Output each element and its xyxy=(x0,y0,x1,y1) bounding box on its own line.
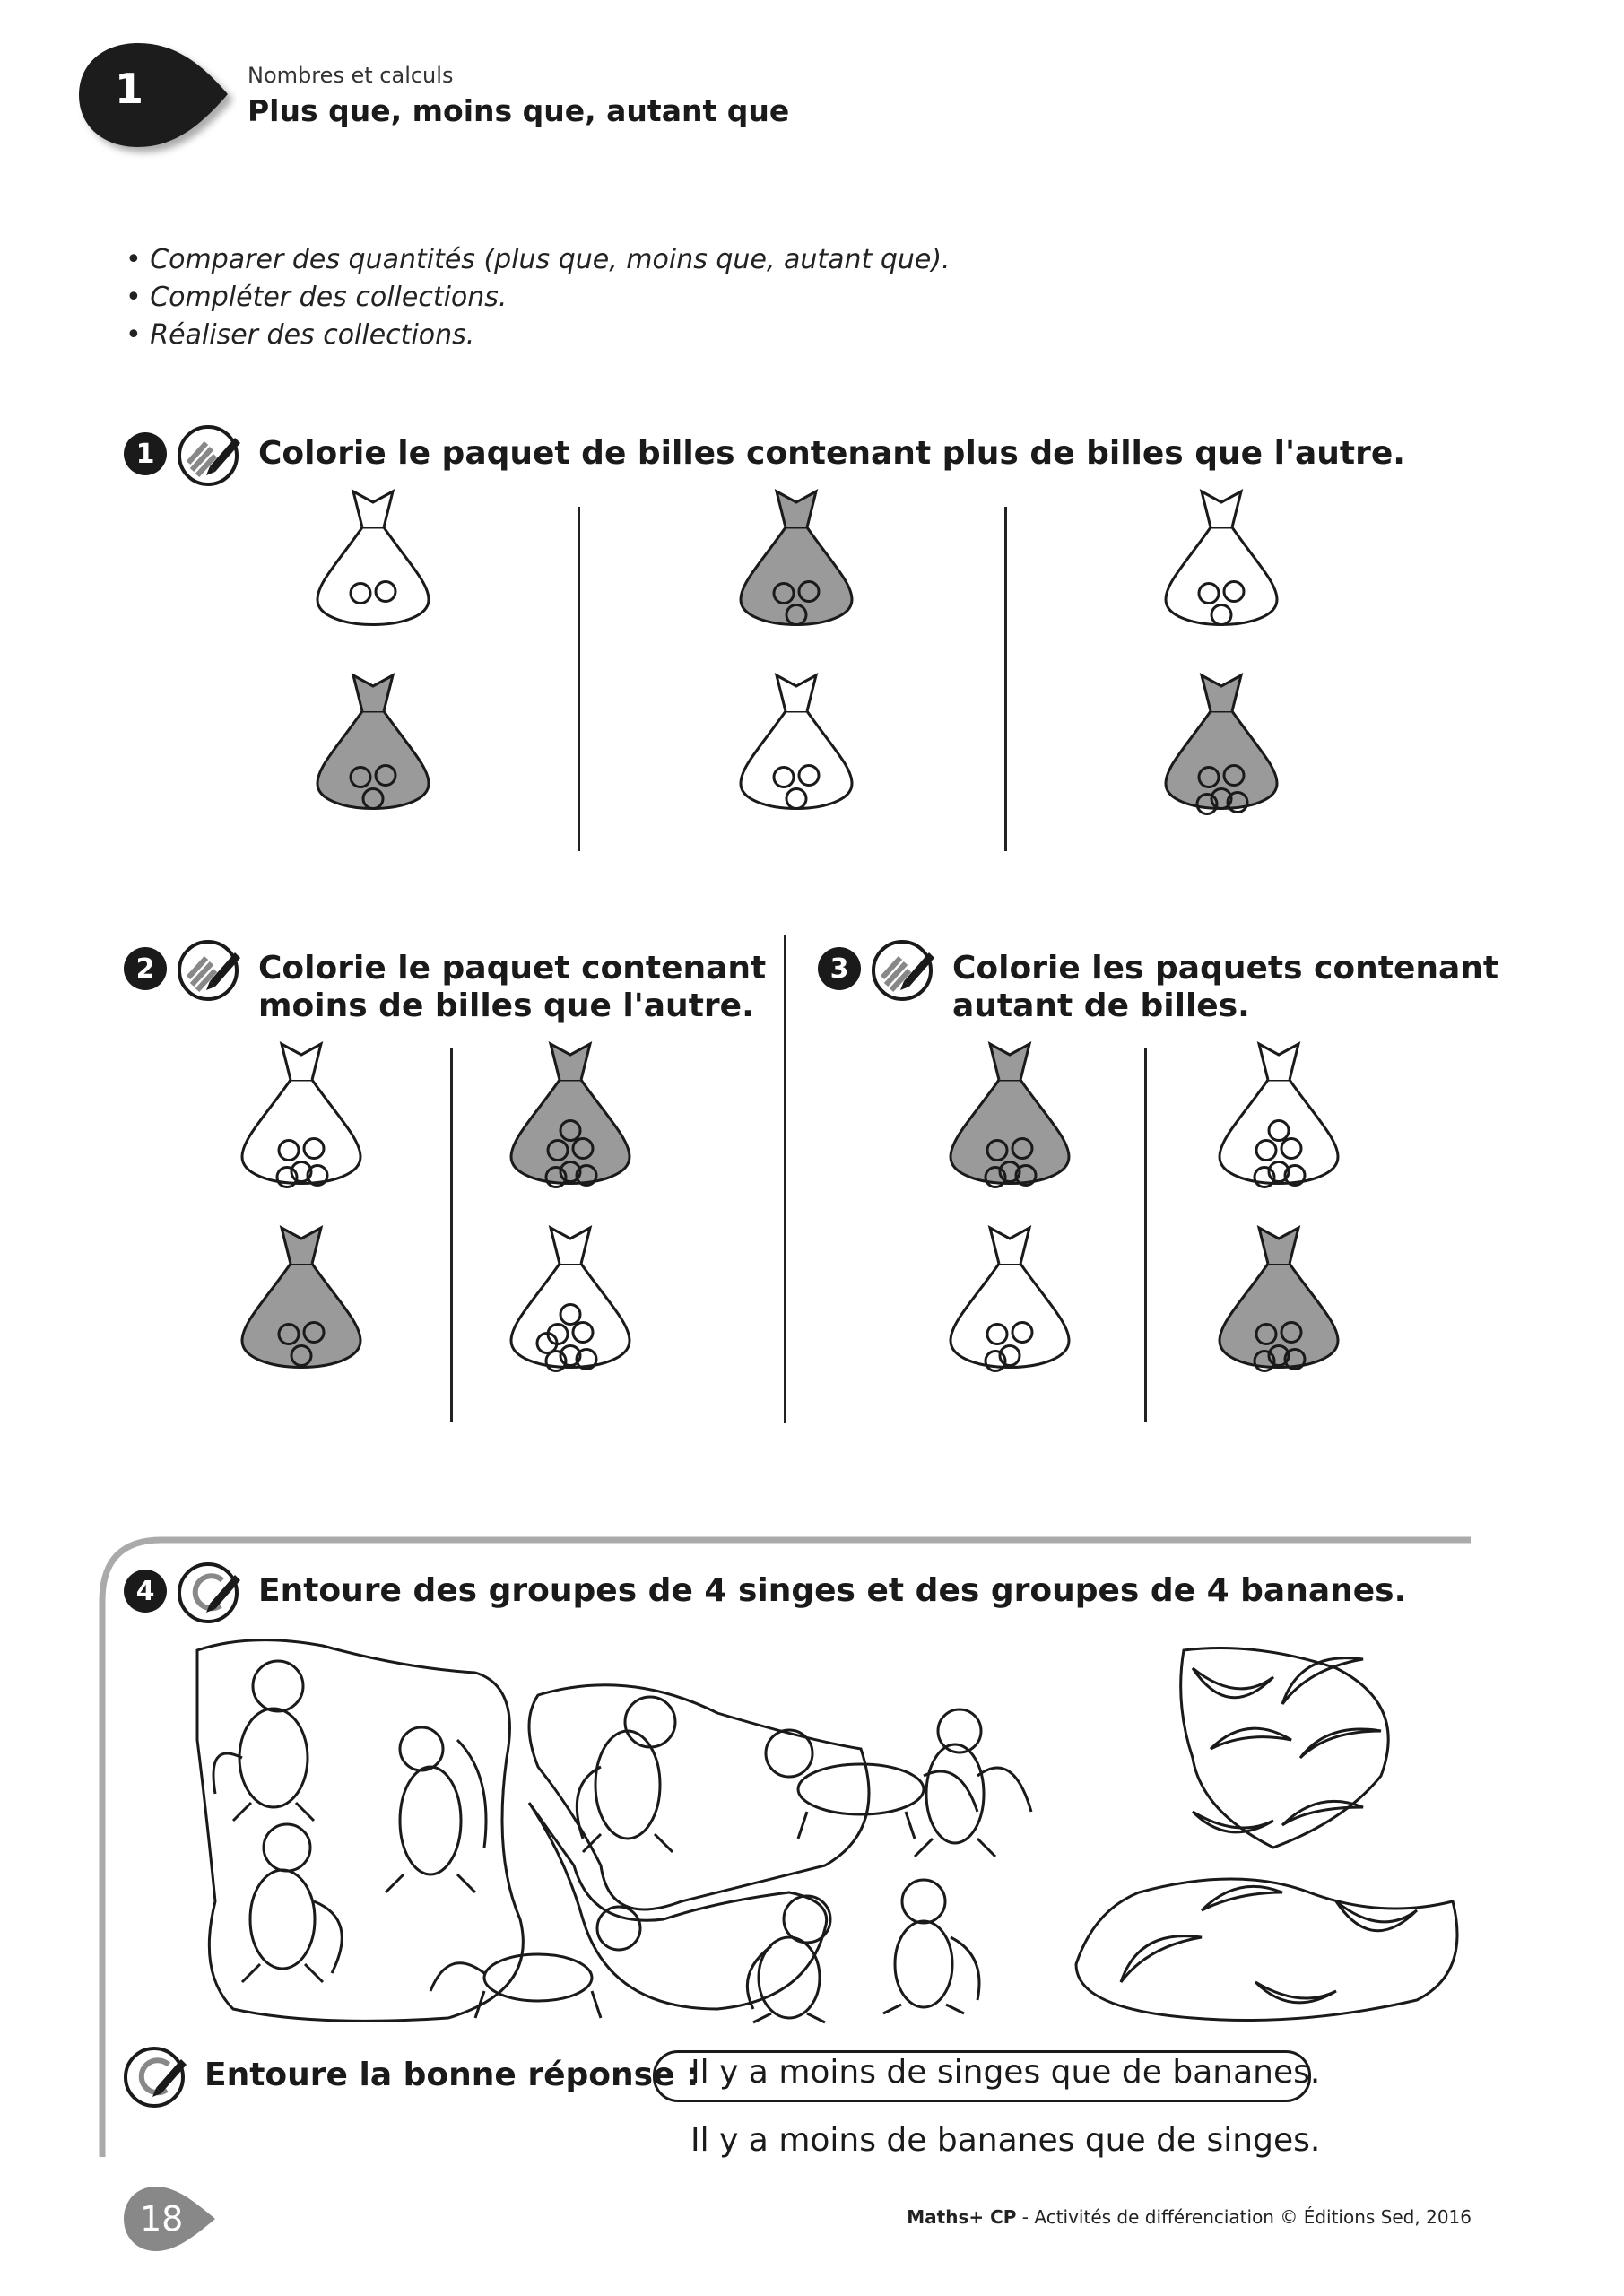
page-number: 18 xyxy=(140,2199,184,2239)
banana-icon xyxy=(1255,1982,1336,2003)
exercise-4-instruction: Entoure des groupes de 4 singes et des groupes de 4 bananes. xyxy=(258,1572,1407,1609)
monkey-icon xyxy=(915,1709,1031,1857)
banana-icon xyxy=(1121,1936,1202,1982)
monkeys-bananas-illustration xyxy=(179,1632,1471,2036)
marble-bag[interactable] xyxy=(317,491,429,625)
monkey-icon xyxy=(213,1661,314,1821)
exercise-3-number: 3 xyxy=(818,947,861,990)
group-outline xyxy=(529,1803,827,2009)
objective-1: • Comparer des quantités (plus que, moins que, autant que). xyxy=(126,244,951,275)
banana-icon xyxy=(1211,1728,1291,1749)
marble-bag[interactable] xyxy=(741,491,852,625)
exercise-3-instruction-line-1: Colorie les paquets contenant xyxy=(952,950,1499,987)
monkey-icon xyxy=(430,1907,640,2018)
banana-icon xyxy=(1300,1729,1381,1758)
banana-icon xyxy=(1202,1886,1282,1910)
marble-bag[interactable] xyxy=(242,1044,360,1187)
monkey-icon xyxy=(242,1824,342,1982)
footer-brand: Maths+ CP xyxy=(907,2206,1017,2228)
exercise-2-instruction-line-1: Colorie le paquet contenant xyxy=(258,950,767,987)
marble-bag[interactable] xyxy=(511,1228,630,1371)
marble-bag[interactable] xyxy=(951,1228,1069,1371)
footer-credit xyxy=(907,2206,1472,2228)
exercise-1-number: 1 xyxy=(124,432,167,475)
marble-bag[interactable] xyxy=(1166,675,1277,814)
group-outline xyxy=(529,1685,869,1909)
marble-bag[interactable] xyxy=(317,675,429,809)
monkey-icon xyxy=(577,1697,675,1852)
circle-pencil-icon xyxy=(176,1557,244,1625)
lesson-number: 1 xyxy=(115,65,144,113)
circle-pencil-icon xyxy=(122,2041,190,2109)
marble-bag[interactable] xyxy=(741,675,852,809)
marble-bag[interactable] xyxy=(511,1044,630,1187)
footer-credit-text: - Activités de différenciation © Éditions Sed, 2016 xyxy=(1016,2206,1472,2228)
marble-bag[interactable] xyxy=(242,1228,360,1368)
monkey-icon xyxy=(747,1896,830,2022)
answer-option-1[interactable]: Il y a moins de singes que de bananes. xyxy=(690,2054,1321,2091)
exercise-2-instruction-line-2: moins de billes que l'autre. xyxy=(258,987,754,1024)
group-outline xyxy=(1076,1879,1457,2021)
group-outline xyxy=(197,1640,523,2022)
monkey-icon xyxy=(386,1727,486,1892)
lesson-category: Nombres et calculs xyxy=(248,63,454,88)
monkey-icon xyxy=(883,1880,979,2013)
answer-option-2[interactable]: Il y a moins de bananes que de singes. xyxy=(690,2122,1321,2159)
exercise-2-number: 2 xyxy=(124,947,167,990)
objective-3: • Réaliser des collections. xyxy=(126,319,475,351)
exercise-4-number: 4 xyxy=(124,1570,167,1613)
exercise-1-instruction: Colorie le paquet de billes contenant plus de billes que l'autre. xyxy=(258,435,1405,472)
banana-icon xyxy=(1336,1901,1417,1931)
marble-bag[interactable] xyxy=(1166,491,1277,625)
answer-prompt: Entoure la bonne réponse : xyxy=(204,2057,699,2093)
marble-bag[interactable] xyxy=(1220,1044,1338,1187)
objective-2: • Compléter des collections. xyxy=(126,282,508,313)
marble-bag[interactable] xyxy=(1220,1228,1338,1371)
page-title: Plus que, moins que, autant que xyxy=(248,93,790,128)
marble-bag[interactable] xyxy=(951,1044,1069,1187)
banana-icon xyxy=(1193,1668,1273,1698)
exercise-3-instruction-line-2: autant de billes. xyxy=(952,987,1250,1024)
